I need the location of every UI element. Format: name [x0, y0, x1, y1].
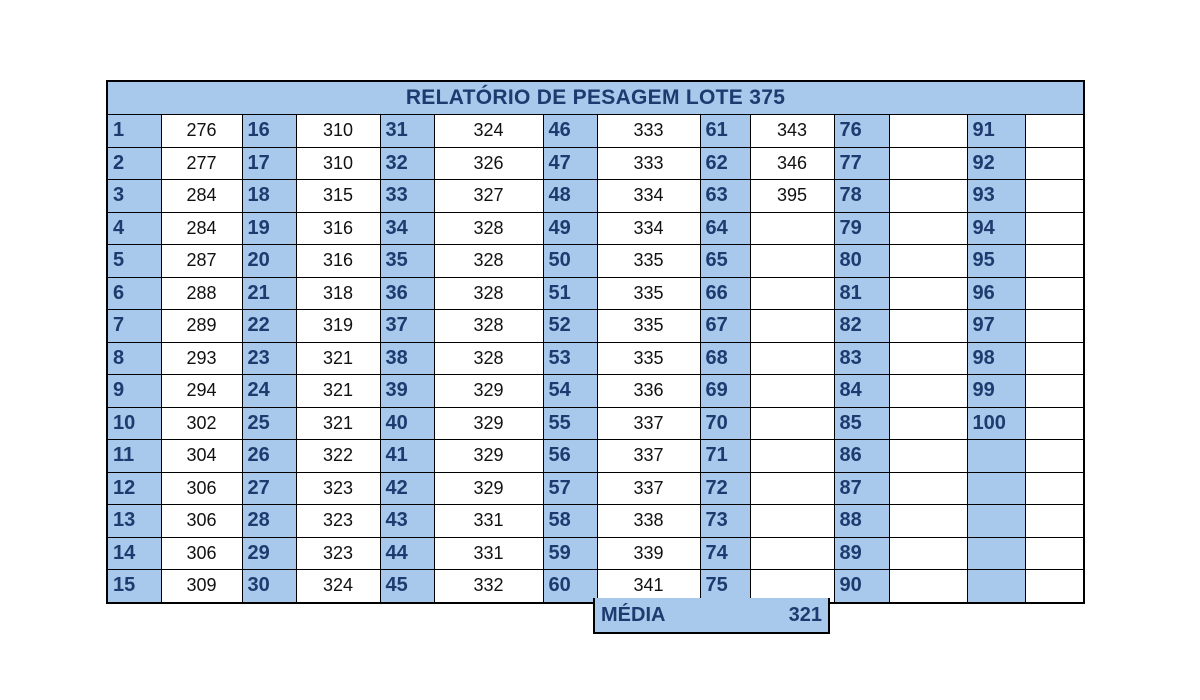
weight-value-cell: 306 [161, 505, 242, 538]
weight-value-cell: 318 [296, 277, 380, 310]
weight-value-cell [889, 472, 967, 505]
weight-value-cell: 306 [161, 472, 242, 505]
item-number-cell: 80 [834, 245, 889, 278]
weight-value-cell [1025, 212, 1084, 245]
item-number-cell: 9 [107, 375, 161, 408]
item-number-cell: 51 [543, 277, 597, 310]
item-number-cell [967, 537, 1025, 570]
item-number-cell: 64 [700, 212, 750, 245]
weight-value-cell [889, 505, 967, 538]
weight-value-cell: 284 [161, 212, 242, 245]
item-number-cell: 35 [380, 245, 434, 278]
item-number-cell: 63 [700, 180, 750, 213]
item-number-cell: 91 [967, 115, 1025, 148]
item-number-cell: 19 [242, 212, 296, 245]
weight-value-cell: 288 [161, 277, 242, 310]
weight-value-cell: 322 [296, 440, 380, 473]
weight-value-cell: 323 [296, 472, 380, 505]
item-number-cell: 34 [380, 212, 434, 245]
item-number-cell: 20 [242, 245, 296, 278]
table-row [107, 277, 1084, 310]
table-row [107, 505, 1084, 538]
weight-value-cell: 343 [750, 115, 834, 148]
weight-value-cell: 293 [161, 342, 242, 375]
item-number-cell: 55 [543, 407, 597, 440]
item-number-cell: 83 [834, 342, 889, 375]
item-number-cell: 17 [242, 147, 296, 180]
table-row [107, 440, 1084, 473]
item-number-cell: 46 [543, 115, 597, 148]
weight-value-cell: 294 [161, 375, 242, 408]
item-number-cell: 50 [543, 245, 597, 278]
item-number-cell: 89 [834, 537, 889, 570]
weight-value-cell [1025, 245, 1084, 278]
weight-value-cell: 395 [750, 180, 834, 213]
weight-value-cell: 329 [434, 472, 543, 505]
item-number-cell: 22 [242, 310, 296, 343]
weight-value-cell: 309 [161, 570, 242, 603]
weight-value-cell: 302 [161, 407, 242, 440]
weighing-report-table [106, 80, 1085, 604]
item-number-cell: 30 [242, 570, 296, 603]
weight-value-cell: 337 [597, 472, 700, 505]
item-number-cell: 21 [242, 277, 296, 310]
weight-value-cell: 326 [434, 147, 543, 180]
item-number-cell: 18 [242, 180, 296, 213]
weight-value-cell [750, 310, 834, 343]
weight-value-cell [889, 212, 967, 245]
title-row [107, 81, 1084, 115]
item-number-cell: 54 [543, 375, 597, 408]
item-number-cell: 87 [834, 472, 889, 505]
item-number-cell: 24 [242, 375, 296, 408]
weight-value-cell [889, 440, 967, 473]
table-row [107, 147, 1084, 180]
average-box [593, 598, 830, 634]
item-number-cell: 5 [107, 245, 161, 278]
report-body [107, 115, 1084, 603]
weight-value-cell: 277 [161, 147, 242, 180]
weight-value-cell [889, 537, 967, 570]
weight-value-cell [750, 407, 834, 440]
weight-value-cell: 323 [296, 537, 380, 570]
table-row [107, 180, 1084, 213]
item-number-cell: 97 [967, 310, 1025, 343]
weight-value-cell [1025, 537, 1084, 570]
item-number-cell: 72 [700, 472, 750, 505]
item-number-cell: 79 [834, 212, 889, 245]
weight-value-cell [1025, 180, 1084, 213]
item-number-cell: 53 [543, 342, 597, 375]
item-number-cell: 33 [380, 180, 434, 213]
weight-value-cell: 276 [161, 115, 242, 148]
item-number-cell: 47 [543, 147, 597, 180]
weight-value-cell [889, 245, 967, 278]
weight-value-cell: 321 [296, 407, 380, 440]
item-number-cell: 29 [242, 537, 296, 570]
weight-value-cell: 335 [597, 245, 700, 278]
table-row [107, 407, 1084, 440]
item-number-cell: 26 [242, 440, 296, 473]
item-number-cell [967, 505, 1025, 538]
item-number-cell: 2 [107, 147, 161, 180]
weight-value-cell: 321 [296, 375, 380, 408]
weight-value-cell: 310 [296, 147, 380, 180]
weight-value-cell: 333 [597, 115, 700, 148]
item-number-cell [967, 440, 1025, 473]
item-number-cell: 38 [380, 342, 434, 375]
item-number-cell: 71 [700, 440, 750, 473]
item-number-cell: 1 [107, 115, 161, 148]
item-number-cell: 40 [380, 407, 434, 440]
weight-value-cell [889, 277, 967, 310]
item-number-cell: 61 [700, 115, 750, 148]
item-number-cell: 25 [242, 407, 296, 440]
weight-value-cell: 328 [434, 212, 543, 245]
item-number-cell: 70 [700, 407, 750, 440]
item-number-cell: 3 [107, 180, 161, 213]
item-number-cell: 4 [107, 212, 161, 245]
weight-value-cell [889, 147, 967, 180]
weight-value-cell: 321 [296, 342, 380, 375]
item-number-cell: 100 [967, 407, 1025, 440]
weight-value-cell: 334 [597, 180, 700, 213]
item-number-cell: 49 [543, 212, 597, 245]
weight-value-cell: 304 [161, 440, 242, 473]
table-row [107, 310, 1084, 343]
weight-value-cell [1025, 277, 1084, 310]
item-number-cell: 7 [107, 310, 161, 343]
item-number-cell: 36 [380, 277, 434, 310]
weight-value-cell: 324 [296, 570, 380, 603]
item-number-cell: 93 [967, 180, 1025, 213]
weight-value-cell [889, 342, 967, 375]
weight-value-cell: 329 [434, 407, 543, 440]
item-number-cell: 95 [967, 245, 1025, 278]
item-number-cell: 37 [380, 310, 434, 343]
item-number-cell: 75 [700, 570, 750, 603]
item-number-cell [967, 570, 1025, 603]
item-number-cell: 94 [967, 212, 1025, 245]
item-number-cell: 12 [107, 472, 161, 505]
weight-value-cell [889, 310, 967, 343]
weight-value-cell [1025, 342, 1084, 375]
item-number-cell: 31 [380, 115, 434, 148]
item-number-cell: 66 [700, 277, 750, 310]
weight-value-cell: 329 [434, 440, 543, 473]
weight-value-cell [1025, 310, 1084, 343]
item-number-cell: 58 [543, 505, 597, 538]
item-number-cell: 60 [543, 570, 597, 603]
table-row [107, 342, 1084, 375]
table-row [107, 537, 1084, 570]
weight-value-cell: 337 [597, 440, 700, 473]
weight-value-cell: 328 [434, 277, 543, 310]
weight-value-cell [750, 537, 834, 570]
weight-value-cell: 336 [597, 375, 700, 408]
item-number-cell: 14 [107, 537, 161, 570]
item-number-cell: 16 [242, 115, 296, 148]
item-number-cell: 13 [107, 505, 161, 538]
item-number-cell: 65 [700, 245, 750, 278]
weight-value-cell [889, 570, 967, 603]
table-row [107, 375, 1084, 408]
item-number-cell: 62 [700, 147, 750, 180]
item-number-cell: 6 [107, 277, 161, 310]
weight-value-cell: 335 [597, 310, 700, 343]
weight-value-cell [1025, 570, 1084, 603]
item-number-cell: 45 [380, 570, 434, 603]
weight-value-cell [750, 472, 834, 505]
item-number-cell: 98 [967, 342, 1025, 375]
weight-value-cell [750, 245, 834, 278]
weight-value-cell: 319 [296, 310, 380, 343]
weight-value-cell [889, 180, 967, 213]
weight-value-cell: 333 [597, 147, 700, 180]
weight-value-cell: 335 [597, 342, 700, 375]
weight-value-cell: 331 [434, 505, 543, 538]
average-value: 321 [788, 603, 822, 626]
item-number-cell: 88 [834, 505, 889, 538]
item-number-cell: 56 [543, 440, 597, 473]
item-number-cell: 44 [380, 537, 434, 570]
report-title: RELATÓRIO DE PESAGEM LOTE 375 [107, 81, 1084, 115]
item-number-cell: 11 [107, 440, 161, 473]
weight-value-cell: 328 [434, 310, 543, 343]
item-number-cell: 69 [700, 375, 750, 408]
weight-value-cell: 329 [434, 375, 543, 408]
weight-value-cell: 289 [161, 310, 242, 343]
weight-value-cell [889, 375, 967, 408]
weight-value-cell: 316 [296, 245, 380, 278]
item-number-cell: 15 [107, 570, 161, 603]
weight-value-cell: 316 [296, 212, 380, 245]
item-number-cell: 32 [380, 147, 434, 180]
item-number-cell: 41 [380, 440, 434, 473]
table-row [107, 115, 1084, 148]
item-number-cell: 81 [834, 277, 889, 310]
item-number-cell: 48 [543, 180, 597, 213]
table-row [107, 212, 1084, 245]
weight-value-cell: 315 [296, 180, 380, 213]
weight-value-cell: 328 [434, 245, 543, 278]
weight-value-cell: 346 [750, 147, 834, 180]
item-number-cell: 90 [834, 570, 889, 603]
item-number-cell: 73 [700, 505, 750, 538]
weight-value-cell: 337 [597, 407, 700, 440]
item-number-cell: 82 [834, 310, 889, 343]
item-number-cell: 8 [107, 342, 161, 375]
weight-value-cell [750, 505, 834, 538]
item-number-cell: 99 [967, 375, 1025, 408]
item-number-cell: 67 [700, 310, 750, 343]
item-number-cell: 27 [242, 472, 296, 505]
item-number-cell [967, 472, 1025, 505]
item-number-cell: 57 [543, 472, 597, 505]
weight-value-cell: 287 [161, 245, 242, 278]
weight-value-cell: 338 [597, 505, 700, 538]
weight-value-cell [750, 342, 834, 375]
weight-value-cell: 327 [434, 180, 543, 213]
item-number-cell: 84 [834, 375, 889, 408]
table-row [107, 472, 1084, 505]
weight-value-cell [1025, 375, 1084, 408]
item-number-cell: 96 [967, 277, 1025, 310]
item-number-cell: 74 [700, 537, 750, 570]
weight-value-cell [1025, 505, 1084, 538]
weight-value-cell: 334 [597, 212, 700, 245]
weight-value-cell [889, 115, 967, 148]
item-number-cell: 77 [834, 147, 889, 180]
item-number-cell: 10 [107, 407, 161, 440]
item-number-cell: 86 [834, 440, 889, 473]
item-number-cell: 59 [543, 537, 597, 570]
weight-value-cell [889, 407, 967, 440]
weight-value-cell: 331 [434, 537, 543, 570]
item-number-cell: 23 [242, 342, 296, 375]
weight-value-cell [750, 212, 834, 245]
table-row [107, 245, 1084, 278]
weight-value-cell: 339 [597, 537, 700, 570]
item-number-cell: 85 [834, 407, 889, 440]
weight-value-cell: 332 [434, 570, 543, 603]
item-number-cell: 92 [967, 147, 1025, 180]
weight-value-cell: 328 [434, 342, 543, 375]
weight-value-cell [750, 375, 834, 408]
weight-value-cell [750, 277, 834, 310]
item-number-cell: 42 [380, 472, 434, 505]
weight-value-cell [1025, 407, 1084, 440]
item-number-cell: 39 [380, 375, 434, 408]
weight-value-cell [1025, 440, 1084, 473]
weight-value-cell: 306 [161, 537, 242, 570]
item-number-cell: 28 [242, 505, 296, 538]
item-number-cell: 76 [834, 115, 889, 148]
weight-value-cell: 284 [161, 180, 242, 213]
weight-value-cell [1025, 115, 1084, 148]
weight-value-cell: 335 [597, 277, 700, 310]
item-number-cell: 43 [380, 505, 434, 538]
weight-value-cell [750, 440, 834, 473]
item-number-cell: 78 [834, 180, 889, 213]
average-label: MÉDIA [601, 603, 666, 626]
weight-value-cell: 310 [296, 115, 380, 148]
weight-value-cell [1025, 147, 1084, 180]
weight-value-cell [1025, 472, 1084, 505]
weight-value-cell: 323 [296, 505, 380, 538]
weight-value-cell: 324 [434, 115, 543, 148]
weight-value-cell: 341 [597, 570, 700, 603]
item-number-cell: 68 [700, 342, 750, 375]
item-number-cell: 52 [543, 310, 597, 343]
